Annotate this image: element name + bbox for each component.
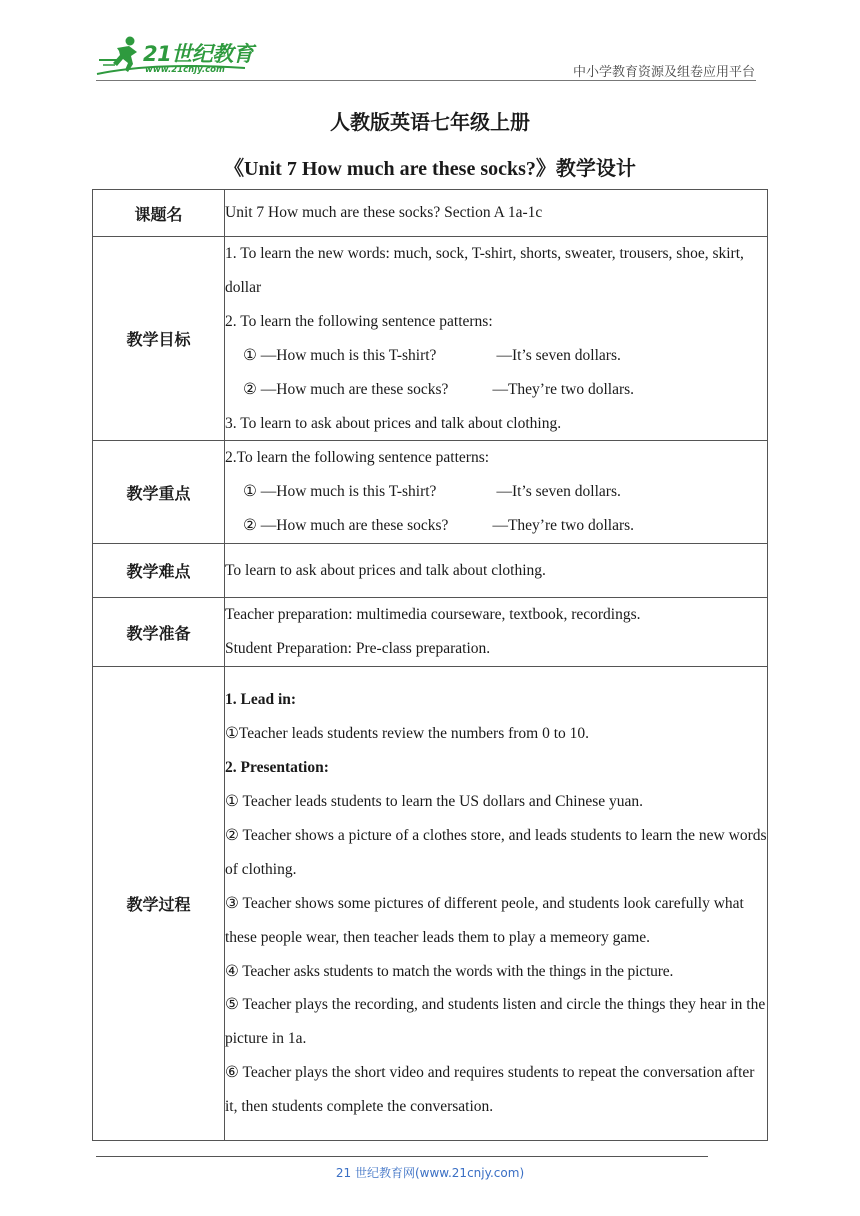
row-label: 教学准备 (93, 598, 225, 667)
pattern-line: ② —How much are these socks? —They’re two dollars. (243, 517, 635, 535)
pattern-line: ① —How much is this T-shirt? —It’s seven dollars. (243, 483, 621, 501)
row-label: 教学难点 (93, 544, 225, 598)
objectives-cell (225, 237, 768, 441)
key-point-item: 2.To learn the following sentence patterns: (225, 449, 490, 467)
row-label: 教学过程 (93, 667, 225, 1141)
table-row-process (93, 667, 768, 1141)
section-heading: 1. Lead in: (225, 691, 297, 709)
pattern-line: ② —How much are these socks? —They’re two dollars. (243, 380, 635, 398)
row-label: 课题名 (93, 190, 225, 237)
table-row-topic (93, 190, 768, 237)
process-step: ③ Teacher shows some pictures of different peole, and students look carefully what these people wear, then teacher leads them to play a memeory game. (225, 894, 744, 946)
key-points-cell (225, 441, 768, 544)
table-row-preparation (93, 598, 768, 667)
footer-divider (96, 1156, 708, 1157)
row-label: 教学重点 (93, 441, 225, 544)
page-title: 人教版英语七年级上册 (330, 110, 530, 134)
process-step: ① Teacher leads students to learn the US dollars and Chinese yuan. (225, 792, 644, 810)
row-label: 教学目标 (93, 237, 225, 441)
process-step: ⑥ Teacher plays the short video and requires students to repeat the conversation after it, then students complete the conversation. (225, 1064, 755, 1116)
logo-text: 21世纪教育 (143, 42, 254, 66)
table-row-key-points (93, 441, 768, 544)
page-subtitle: 《Unit 7 How much are these socks?》教学设计 (224, 158, 636, 180)
platform-name: 中小学教育资源及组卷应用平台 (572, 65, 755, 80)
process-step: ①Teacher leads students review the numbers from 0 to 10. (225, 725, 590, 743)
section-heading: 2. Presentation: (225, 759, 329, 777)
topic-value: Unit 7 How much are these socks? Section A 1a-1c (225, 190, 768, 237)
footer-link[interactable]: 21 世纪教育网(www.21cnjy.com) (335, 1166, 525, 1180)
process-cell (225, 667, 768, 1141)
table-row-objectives (93, 237, 768, 441)
process-step: ④ Teacher asks students to match the words with the things in the picture. (225, 962, 674, 980)
objective-item: 3. To learn to ask about prices and talk about clothing. (225, 414, 562, 432)
difficulty-value: To learn to ask about prices and talk about clothing. (225, 544, 768, 598)
pattern-line: ① —How much is this T-shirt? —It’s seven dollars. (243, 346, 621, 364)
student-preparation: Student Preparation: Pre-class preparation. (225, 640, 491, 658)
objective-item: 1. To learn the new words: much, sock, T-shirt, shorts, sweater, trousers, shoe, skirt, dollar (225, 245, 744, 296)
objective-item: 2. To learn the following sentence patterns: (225, 312, 493, 330)
teacher-preparation: Teacher preparation: multimedia courseware, textbook, recordings. (225, 606, 641, 624)
logo-url: www.21cnjy.com (145, 65, 225, 75)
table-row-difficulty (93, 544, 768, 598)
site-logo[interactable] (95, 32, 260, 80)
header-divider (96, 80, 756, 81)
process-step: ⑤ Teacher plays the recording, and students listen and circle the things they hear in the picture in 1a. (225, 996, 766, 1048)
process-step: ② Teacher shows a picture of a clothes store, and leads students to learn the new words of clothing. (225, 826, 767, 878)
preparation-cell (225, 598, 768, 667)
lesson-plan-table (92, 189, 768, 1141)
